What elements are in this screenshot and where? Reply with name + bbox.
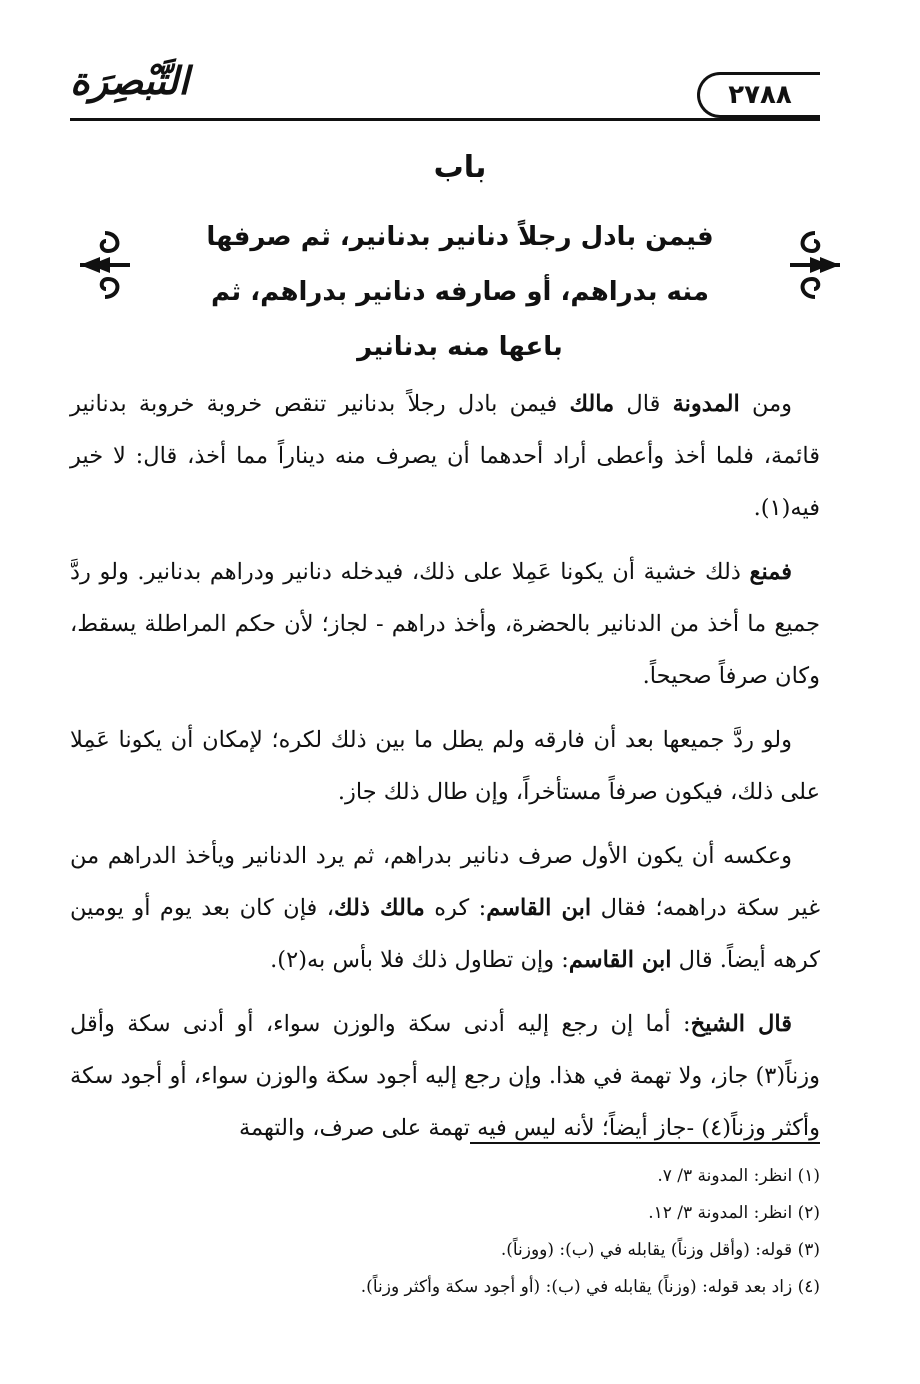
text-run: ، فإن كان بعد يوم أو يومين كرهه أيضاً. قال bbox=[70, 895, 820, 973]
text-run: ذلك خشية أن يكونا عَمِلا على ذلك، فيدخله دنانير ودراهم بدنانير. ولو ردَّ جميع ما أخذ من الدنانير بالحضرة، وأخذ دراهم - لجاز؛ لأن حكم المراطلة يسقط، وكان صرفاً صحيحاً. bbox=[70, 559, 820, 689]
paragraph bbox=[70, 830, 820, 986]
text-run: قال bbox=[614, 391, 673, 417]
text-run: ابن القاسم bbox=[486, 895, 592, 921]
paragraph bbox=[70, 378, 820, 534]
text-run: : أما إن رجع إليه أدنى سكة والوزن سواء، أو أدنى سكة وأقل وزناً(٣) جاز، ولا تهمة في هذا. وإن رجع إليه أجود سكة والوزن سواء، أو أجود سكة وأكثر وزناً(٤) -جاز أيضاً؛ لأنه ليس فيه تهمة على صرف، والتهمة bbox=[70, 1011, 820, 1141]
text-run: قال الشيخ bbox=[690, 1011, 792, 1037]
book-title: التَّبْصِرَة bbox=[70, 58, 189, 103]
text-run: وعكسه أن يكون الأول صرف دنانير بدراهم، ثم يرد الدنانير ويأخذ الدراهم من غير سكة دراهمه؛ فقال bbox=[70, 843, 820, 921]
text-run: : كره bbox=[424, 895, 487, 921]
text-run: المدونة bbox=[672, 391, 740, 417]
text-run: : وإن تطاول ذلك فلا بأس به(٢). bbox=[270, 947, 569, 973]
floral-ornament-icon bbox=[780, 225, 850, 305]
paragraph bbox=[70, 546, 820, 702]
paragraph bbox=[70, 714, 820, 818]
paragraph bbox=[70, 998, 820, 1154]
header-divider bbox=[70, 118, 820, 121]
chapter-heading bbox=[170, 210, 750, 375]
text-run: مالك ذلك bbox=[334, 895, 425, 921]
footnote: (٣) قوله: (وأقل وزناً) يقابله في (ب): (ووزناً). bbox=[500, 1240, 820, 1260]
heading-line: فيمن بادل رجلاً دنانير بدنانير، ثم صرفها bbox=[206, 222, 714, 252]
main-text bbox=[70, 378, 820, 1166]
footnotes bbox=[200, 1158, 820, 1306]
text-run: فيمن بادل رجلاً بدنانير تنقص خروبة خروبة بدنانير قائمة، فلما أخذ وأعطى أراد أحدهما أن يصرف منه ديناراً مما أخذ، قال: لا خير فيه(١). bbox=[70, 391, 820, 521]
footnote-divider bbox=[470, 1142, 820, 1144]
text-run: ومن bbox=[739, 391, 792, 417]
page-header bbox=[70, 58, 820, 128]
page-number: ٢٧٨٨ bbox=[728, 80, 792, 110]
text-run: فمنع bbox=[749, 559, 792, 585]
page-number-frame bbox=[697, 72, 820, 118]
heading-line: منه بدراهم، أو صارفه دنانير بدراهم، ثم bbox=[211, 277, 709, 307]
text-run: ولو ردَّ جميعها بعد أن فارقه ولم يطل ما بين ذلك لكره؛ لإمكان أن يكونا عَمِلا على ذلك، فيكون صرفاً مستأخراً، وإن طال ذلك جاز. bbox=[70, 727, 820, 805]
text-run: ابن القاسم bbox=[568, 947, 672, 973]
footnote: (٢) انظر: المدونة ٣/ ١٢. bbox=[648, 1203, 820, 1223]
text-run: مالك bbox=[569, 391, 615, 417]
footnote: (١) انظر: المدونة ٣/ ٧. bbox=[657, 1166, 820, 1186]
footnote: (٤) زاد بعد قوله: (وزناً) يقابله في (ب): (أو أجود سكة وأكثر وزناً). bbox=[360, 1277, 820, 1297]
floral-ornament-icon bbox=[70, 225, 140, 305]
heading-line: باعها منه بدنانير bbox=[357, 332, 563, 362]
chapter-label: باب bbox=[433, 150, 487, 185]
